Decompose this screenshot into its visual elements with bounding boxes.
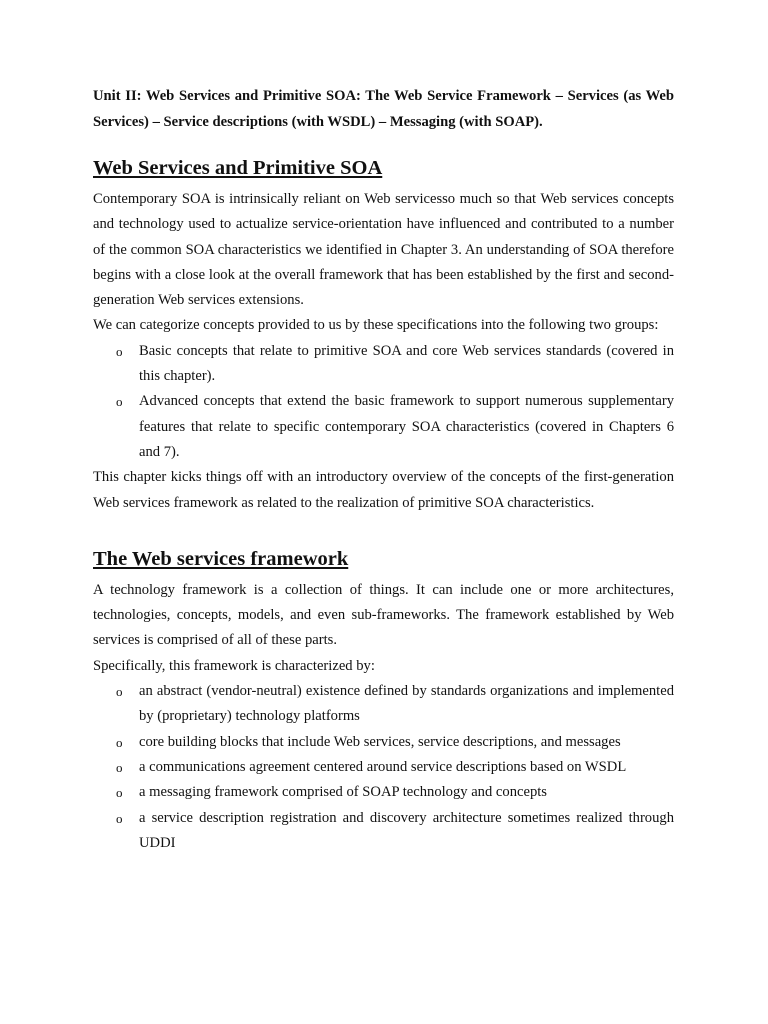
list-item xyxy=(93,679,674,730)
paragraph-framework-definition: A technology framework is a collection of things. It can include one or more architectures, technologies, concepts, models, and even sub-frameworks. The framework established by Web services is comprised of all of these parts. xyxy=(93,581,674,649)
bullet-marker: o xyxy=(116,684,123,700)
list-item-text: an abstract (vendor-neutral) existence defined by standards organizations and implemented by (proprietary) technology platforms xyxy=(139,683,674,725)
list-item xyxy=(93,339,674,390)
list-item xyxy=(93,806,674,857)
framework-characteristics-list xyxy=(93,679,674,856)
bullet-marker: o xyxy=(116,734,123,750)
list-item-text: Basic concepts that relate to primitive SOA and core Web services standards (covered in this chapter). xyxy=(139,342,674,385)
list-item xyxy=(93,780,674,805)
list-item-text: core building blocks that include Web services, service descriptions, and messages xyxy=(139,733,621,750)
unit-heading: Unit II: Web Services and Primitive SOA: The Web Service Framework – Services (as Web Services) – Service descriptions (with WSDL) – Messaging (with SOAP). xyxy=(93,88,674,130)
bullet-marker: o xyxy=(116,810,123,826)
bullet-marker: o xyxy=(116,785,123,801)
bullet-marker: o xyxy=(116,759,123,775)
section-title-web-services-framework: The Web services framework xyxy=(93,547,349,570)
list-item-text: a service description registration and discovery architecture sometimes realized through UDDI xyxy=(139,809,674,851)
list-item xyxy=(93,389,674,465)
paragraph-characterized-by: Specifically, this framework is characterized by: xyxy=(93,657,375,674)
concept-groups-list xyxy=(93,339,674,465)
list-item-text: Advanced concepts that extend the basic framework to support numerous supplementary features that relate to specific contemporary SOA characteristics (covered in Chapters 6 and 7). xyxy=(139,393,674,460)
list-item-text: a communications agreement centered around service descriptions based on WSDL xyxy=(139,758,627,775)
section-title-web-services-primitive-soa: Web Services and Primitive SOA xyxy=(93,157,383,179)
paragraph-intro: Contemporary SOA is intrinsically reliant on Web servicesso much so that Web services concepts and technology used to actualize service-orientation have influenced and contributed to a number of the common SOA characteristics we identified in Chapter 3. An understanding of SOA therefore begins with a close look at the overall framework that has been established by the first and second-generation Web services extensions. xyxy=(93,191,674,309)
list-item-text: a messaging framework comprised of SOAP technology and concepts xyxy=(139,784,547,801)
bullet-marker: o xyxy=(116,394,123,410)
bullet-marker: o xyxy=(116,343,123,359)
list-item xyxy=(93,755,674,780)
paragraph-chapter-overview: This chapter kicks things off with an introductory overview of the concepts of the first-generation Web services framework as related to the realization of primitive SOA characteristics. xyxy=(93,469,674,511)
list-item xyxy=(93,730,674,755)
document-page xyxy=(93,84,674,856)
paragraph-categorize: We can categorize concepts provided to us by these specifications into the following two groups: xyxy=(93,317,659,334)
